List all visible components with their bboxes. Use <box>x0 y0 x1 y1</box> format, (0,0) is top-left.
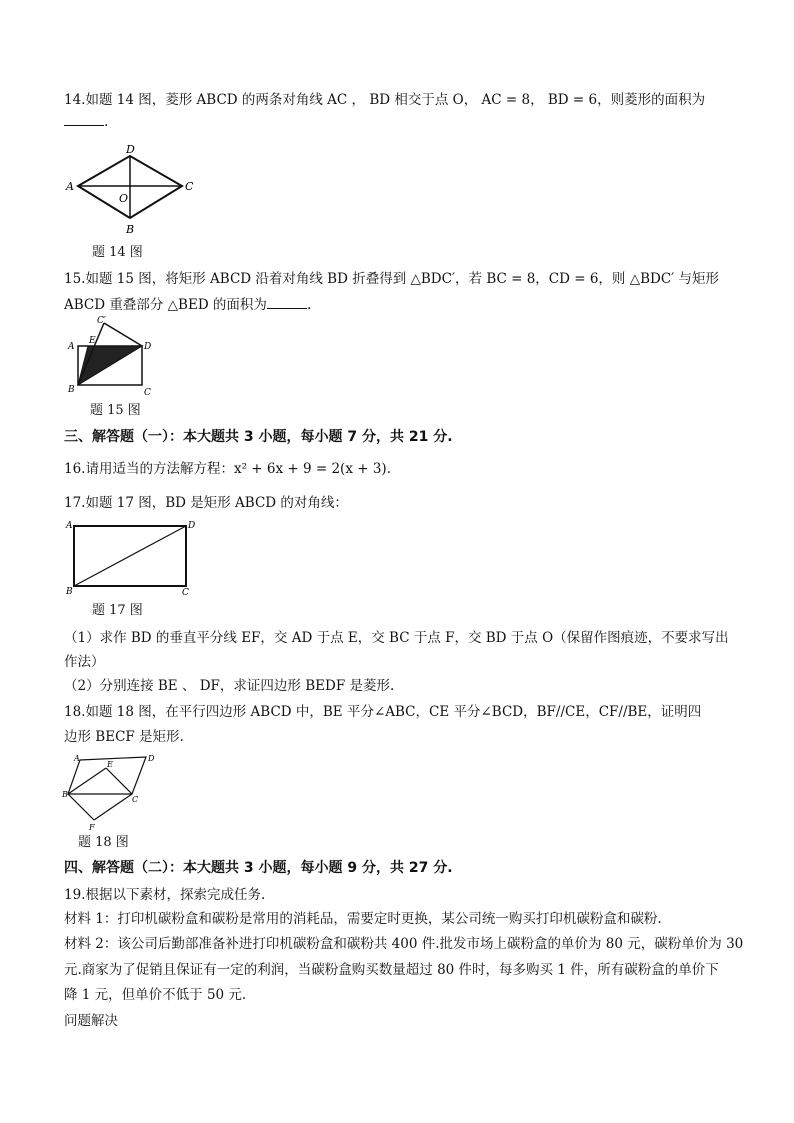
label-F: F <box>89 823 95 832</box>
q18-line2: 边形 BECF 是矩形. <box>64 729 184 745</box>
q14-answer-blank: . <box>64 112 108 132</box>
q15-rectangle-fold-figure <box>64 316 164 398</box>
label-A: A <box>66 180 74 193</box>
q17-part1-line1: （1）求作 BD 的垂直平分线 EF，交 AD 于点 E，交 BC 于点 F，交 BD 于点 O（保留作图痕迹，不要求写出 <box>64 630 729 646</box>
q17-part1-line2: 作法） <box>64 654 105 670</box>
section-4-heading: 四、解答题（二）：本大题共 3 小题，每小题 9 分，共 27 分. <box>64 860 453 876</box>
label-E: E <box>89 336 96 346</box>
q14-caption: 题 14 图 <box>92 245 143 260</box>
label-B: B <box>68 385 75 395</box>
q18-line1: 18.如题 18 图，在平行四边形 ABCD 中，BE 平分∠ABC，CE 平分∠BCD，BF//CE，CF//BE，证明四 <box>64 704 702 720</box>
q19-problem-heading: 问题解决 <box>64 1013 118 1029</box>
label-C: C <box>144 388 151 398</box>
q17-rectangle-figure <box>64 518 200 596</box>
label-D: D <box>144 342 152 352</box>
label-E: E <box>107 760 113 769</box>
q18-parallelogram-figure <box>62 750 162 832</box>
label-C: C <box>182 588 189 596</box>
q19-material-2-line2: 元.商家为了促销且保证有一定的利润，当碳粉盒购买数量超过 80 件时，每多购买 1 件，所有碳粉盒的单价下 <box>64 962 719 978</box>
label-O: O <box>119 192 129 205</box>
q17-part2: （2）分别连接 BE 、 DF，求证四边形 BEDF 是菱形. <box>64 678 395 694</box>
label-D: D <box>188 521 196 531</box>
q17-text: 17.如题 17 图，BD 是矩形 ABCD 的对角线： <box>64 495 348 511</box>
q15-line2: ABCD 重叠部分 △BED 的面积为 . <box>64 297 312 313</box>
q18-caption: 题 18 图 <box>78 835 129 850</box>
label-A: A <box>66 521 73 531</box>
label-A: A <box>74 754 80 763</box>
q19-material-1: 材料 1：打印机碳粉盒和碳粉是常用的消耗品，需要定时更换，某公司统一购买打印机碳粉盒和碳粉. <box>64 911 662 927</box>
q15-caption: 题 15 图 <box>90 403 141 418</box>
q19-material-2-line1: 材料 2：该公司后勤部准备补进打印机碳粉盒和碳粉共 400 件.批发市场上碳粉盒的单价为 80 元，碳粉单价为 30 <box>64 936 744 952</box>
label-B: B <box>66 587 73 596</box>
label-C: C <box>132 795 139 804</box>
label-D: D <box>148 754 155 763</box>
q17-caption: 题 17 图 <box>92 603 143 618</box>
q19-material-2-line3: 降 1 元，但单价不低于 50 元. <box>64 987 247 1003</box>
label-C-prime: C′ <box>97 316 106 326</box>
label-C: C <box>185 180 194 193</box>
q14-text: 14.如题 14 图，菱形 ABCD 的两条对角线 AC ， BD 相交于点 O， AC = 8， BD = 6，则菱形的面积为 <box>64 92 706 108</box>
q15-line1: 15.如题 15 图，将矩形 ABCD 沿着对角线 BD 折叠得到 △BDC′，若 BC = 8，CD = 6，则 △BDC′ 与矩形 <box>64 271 720 287</box>
q19-intro: 19.根据以下素材，探索完成任务. <box>64 887 266 903</box>
label-A: A <box>68 342 75 352</box>
label-B: B <box>62 790 68 799</box>
label-B: B <box>126 223 135 236</box>
q14-rhombus-figure <box>64 142 204 237</box>
section-3-heading: 三、解答题（一）：本大题共 3 小题，每小题 7 分，共 21 分. <box>64 429 453 445</box>
label-D: D <box>126 143 135 156</box>
q16-text: 16.请用适当的方法解方程：x² + 6x + 9 = 2(x + 3). <box>64 461 391 477</box>
